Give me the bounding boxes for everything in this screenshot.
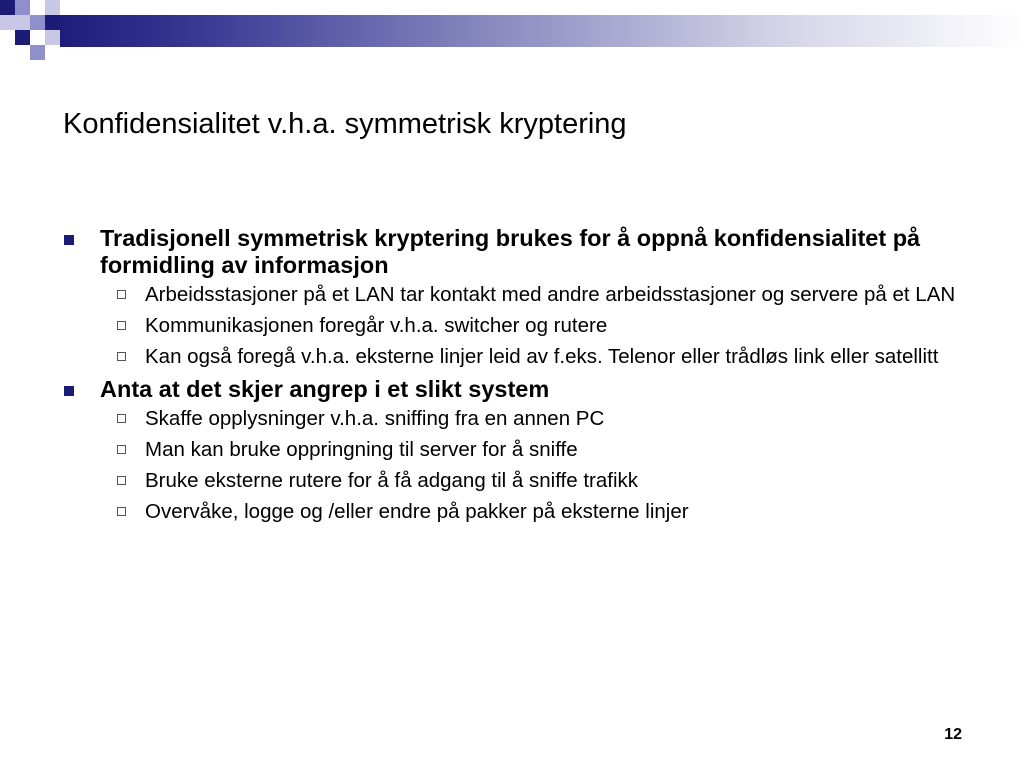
corner-square <box>15 30 30 45</box>
corner-square <box>45 15 60 30</box>
bullet-text: Anta at det skjer angrep i et slikt system <box>100 376 550 402</box>
hollow-square-bullet-icon <box>117 476 126 485</box>
bullet-list <box>60 225 960 531</box>
corner-square <box>30 15 45 30</box>
bullet-item <box>60 376 960 403</box>
corner-square <box>0 0 15 15</box>
sub-bullet-text: Kommunikasjonen foregår v.h.a. switcher og rutere <box>145 314 608 337</box>
sub-bullet-item <box>60 314 960 338</box>
sub-bullet-text: Overvåke, logge og /eller endre på pakker på eksterne linjer <box>145 500 689 523</box>
corner-square <box>15 15 30 30</box>
bullet-item <box>60 225 960 279</box>
sub-bullet-text: Man kan bruke oppringning til server for å sniffe <box>145 438 578 461</box>
corner-square <box>0 15 15 30</box>
corner-square <box>15 0 30 15</box>
page-number: 12 <box>944 726 962 743</box>
corner-square <box>45 30 60 45</box>
sub-bullet-text: Kan også foregå v.h.a. eksterne linjer leid av f.eks. Telenor eller trådløs link eller satellitt <box>145 345 939 368</box>
hollow-square-bullet-icon <box>117 321 126 330</box>
corner-square <box>45 0 60 15</box>
filled-square-bullet-icon <box>64 235 74 245</box>
corner-square <box>30 45 45 60</box>
hollow-square-bullet-icon <box>117 445 126 454</box>
sub-bullet-item <box>60 500 960 524</box>
sub-bullet-item <box>60 283 960 307</box>
hollow-square-bullet-icon <box>117 352 126 361</box>
sub-bullet-item <box>60 345 960 369</box>
sub-bullet-item <box>60 407 960 431</box>
hollow-square-bullet-icon <box>117 507 126 516</box>
filled-square-bullet-icon <box>64 386 74 396</box>
sub-bullet-item <box>60 469 960 493</box>
sub-bullet-text: Arbeidsstasjoner på et LAN tar kontakt med andre arbeidsstasjoner og servere på et LAN <box>145 283 956 306</box>
hollow-square-bullet-icon <box>117 414 126 423</box>
bullet-text: Tradisjonell symmetrisk kryptering brukes for å oppnå konfidensialitet på formidling av informasjon <box>100 225 921 278</box>
sub-bullet-text: Bruke eksterne rutere for å få adgang til å sniffe trafikk <box>145 469 639 492</box>
hollow-square-bullet-icon <box>117 290 126 299</box>
sub-bullet-text: Skaffe opplysninger v.h.a. sniffing fra en annen PC <box>145 407 605 430</box>
slide-title: Konfidensialitet v.h.a. symmetrisk kryptering <box>63 108 627 140</box>
header-gradient-bar <box>60 15 1024 47</box>
sub-bullet-item <box>60 438 960 462</box>
